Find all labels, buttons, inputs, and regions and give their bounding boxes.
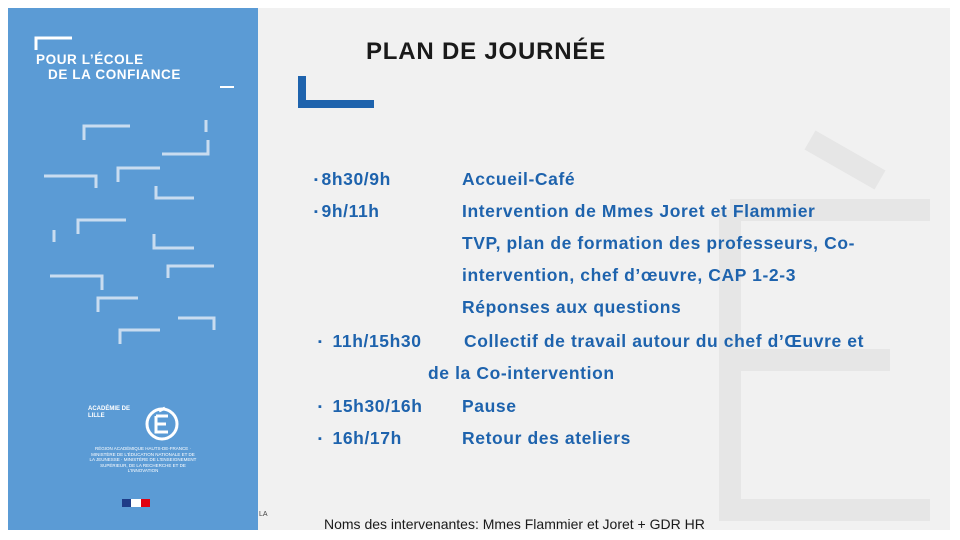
bullet-icon: ▪: [314, 174, 319, 187]
logo: [30, 38, 181, 82]
agenda-time-text: 11h/15h30: [332, 331, 422, 351]
bullet-icon: ▪: [318, 433, 323, 446]
agenda-time-6: [318, 331, 422, 352]
french-flag-icon: [122, 499, 150, 507]
logo-underline: [220, 86, 234, 88]
agenda-activity-3: TVP, plan de formation des professeurs, Co-: [462, 233, 856, 253]
agenda-time-8: [318, 396, 423, 417]
bullet-icon: ▪: [318, 401, 323, 414]
decorative-brackets-icon: [8, 98, 258, 348]
logo-line-2: DE LA CONFIANCE: [48, 67, 181, 82]
academy-logo: [88, 406, 198, 511]
academy-label: ACADÉMIE DE LILLE: [88, 406, 131, 419]
bullet-icon: ▪: [314, 206, 319, 219]
bullet-icon: ▪: [318, 336, 323, 349]
agenda-activity-6: Collectif de travail autour du chef d’Œuvre et: [464, 331, 865, 351]
ministry-text: RÉGION ACADÉMIQUE HAUTS-DE-FRANCE · MINISTÈRE DE L'ÉDUCATION NATIONALE ET DE LA JEUNESSE · MINISTÈRE DE L'ENSEIGNEMENT SUPÉRIEUR, DE LA RECHERCHE ET DE L'INNOVATION: [89, 446, 197, 474]
academy-emblem-icon: [144, 406, 180, 442]
agenda-activity-4: intervention, chef d’œuvre, CAP 1-2-3: [462, 265, 797, 285]
sidebar: [8, 8, 258, 530]
agenda-time-text: 15h30/16h: [332, 396, 423, 416]
agenda-time-9: [318, 428, 402, 449]
logo-line-1: POUR L’ÉCOLE: [36, 52, 144, 67]
page-title: PLAN DE JOURNÉE: [366, 38, 607, 65]
agenda-activity-1: Accueil-Café: [462, 169, 576, 189]
stray-text: LA: [259, 511, 268, 518]
footer-note: Noms des intervenantes: Mmes Flammier et Joret + GDR HR: [324, 516, 705, 532]
agenda-activity-9: Retour des ateliers: [462, 428, 631, 448]
watermark-e-icon: [690, 130, 950, 530]
agenda-activity-7: de la Co-intervention: [428, 363, 615, 383]
agenda-activity-8: Pause: [462, 396, 517, 416]
agenda-time-text: 8h30/9h: [321, 169, 391, 189]
agenda-time-2: [314, 201, 380, 222]
title-bracket-icon: [298, 76, 376, 108]
agenda-activity-5: Réponses aux questions: [462, 297, 682, 317]
agenda-time-text: 9h/11h: [321, 201, 380, 221]
agenda-time-text: 16h/17h: [332, 428, 402, 448]
agenda-activity-2: Intervention de Mmes Joret et Flammier: [462, 201, 816, 221]
agenda-time-1: [314, 169, 391, 190]
